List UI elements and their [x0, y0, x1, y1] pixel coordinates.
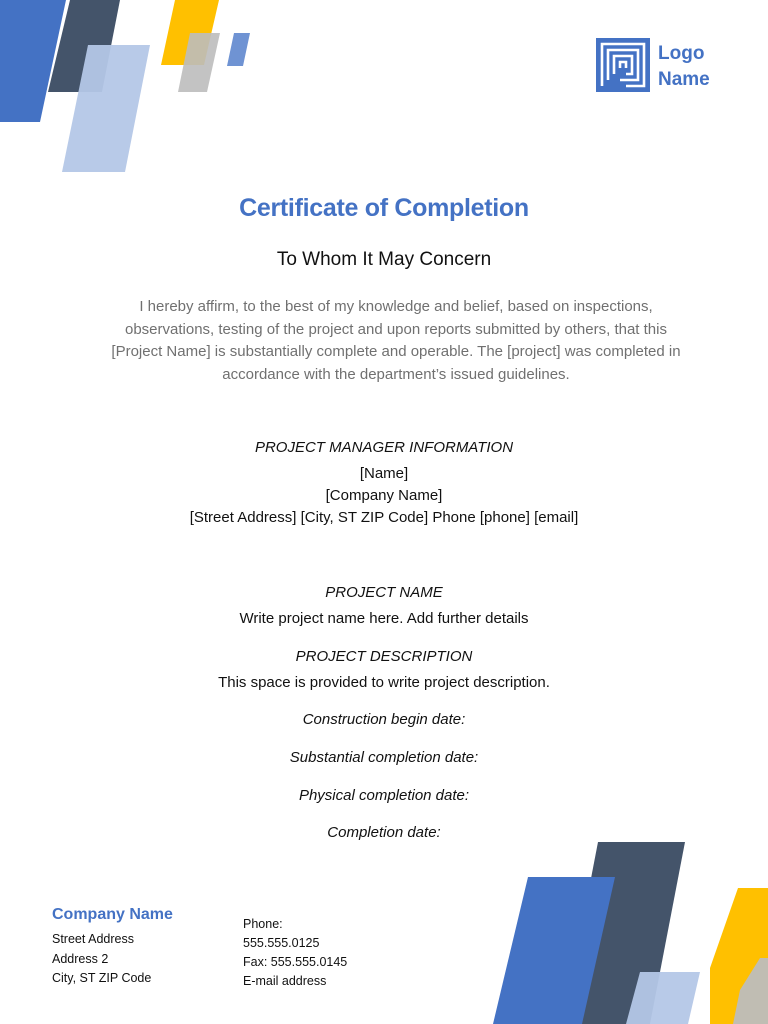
- deco-shape-gray-top: [178, 33, 220, 92]
- footer-contact: [243, 915, 347, 991]
- paragraph-line: observations, testing of the project and upon reports submitted by others, that this: [125, 320, 667, 338]
- deco-shape-lightblue-bottom: [626, 972, 700, 1024]
- manager-company: [Company Name]: [325, 487, 443, 504]
- address-line: Address 2: [52, 951, 109, 966]
- address-line: City, ST ZIP Code: [52, 971, 152, 985]
- deco-shape-lightblue-top: [62, 45, 150, 172]
- phone-label: Phone:: [243, 917, 283, 931]
- footer-company-name: Company Name: [52, 906, 173, 923]
- affirmation-paragraph: [84, 296, 708, 386]
- phone-number: 555.555.0125: [243, 936, 320, 950]
- deco-shape-gray-bottom: [733, 958, 768, 1024]
- project-name-text: Write project name here. Add further details: [239, 610, 529, 627]
- completion-date: Completion date:: [327, 824, 441, 841]
- physical-completion-date: Physical completion date:: [298, 787, 470, 804]
- deco-shape-yellow-top: [161, 0, 219, 65]
- manager-address: [Street Address] [City, ST ZIP Code] Phone [phone] [email]: [189, 509, 579, 526]
- logo-line-2: Name: [658, 69, 710, 90]
- salutation: To Whom It May Concern: [276, 249, 492, 270]
- address-line: Street Address: [52, 932, 134, 946]
- paragraph-line: I hereby affirm, to the best of my knowledge and belief, based on inspections,: [139, 298, 653, 315]
- deco-shape-yellow-bottom: [710, 888, 768, 1024]
- logo-line-1: Logo: [658, 43, 705, 64]
- deco-shape-small-blue-top: [227, 33, 250, 66]
- logo: [596, 38, 726, 94]
- deco-shape-blue-top: [0, 0, 66, 122]
- deco-shape-blue-bottom: [493, 877, 615, 1024]
- paragraph-line: accordance with the department’s issued guidelines.: [222, 365, 570, 383]
- paragraph-line: [Project Name] is substantially complete and operable. The [project] was completed in: [111, 343, 681, 360]
- fax-number: Fax: 555.555.0145: [243, 955, 348, 969]
- project-description-heading: PROJECT DESCRIPTION: [295, 648, 473, 665]
- email-address: E-mail address: [243, 974, 327, 988]
- maze-logo-icon: [596, 38, 650, 92]
- construction-begin-date: Construction begin date:: [302, 711, 466, 728]
- logo-text: [658, 41, 738, 93]
- project-name-heading: PROJECT NAME: [325, 584, 443, 601]
- deco-shape-navy-top: [48, 0, 120, 92]
- deco-shape-navy-bottom: [563, 842, 685, 1024]
- certificate-title: Certificate of Completion: [239, 194, 529, 222]
- footer-address: [52, 930, 151, 989]
- manager-name: [Name]: [359, 465, 409, 482]
- substantial-completion-date: Substantial completion date:: [289, 749, 479, 766]
- project-description-text: This space is provided to write project description.: [218, 674, 550, 691]
- manager-heading: PROJECT MANAGER INFORMATION: [254, 439, 514, 456]
